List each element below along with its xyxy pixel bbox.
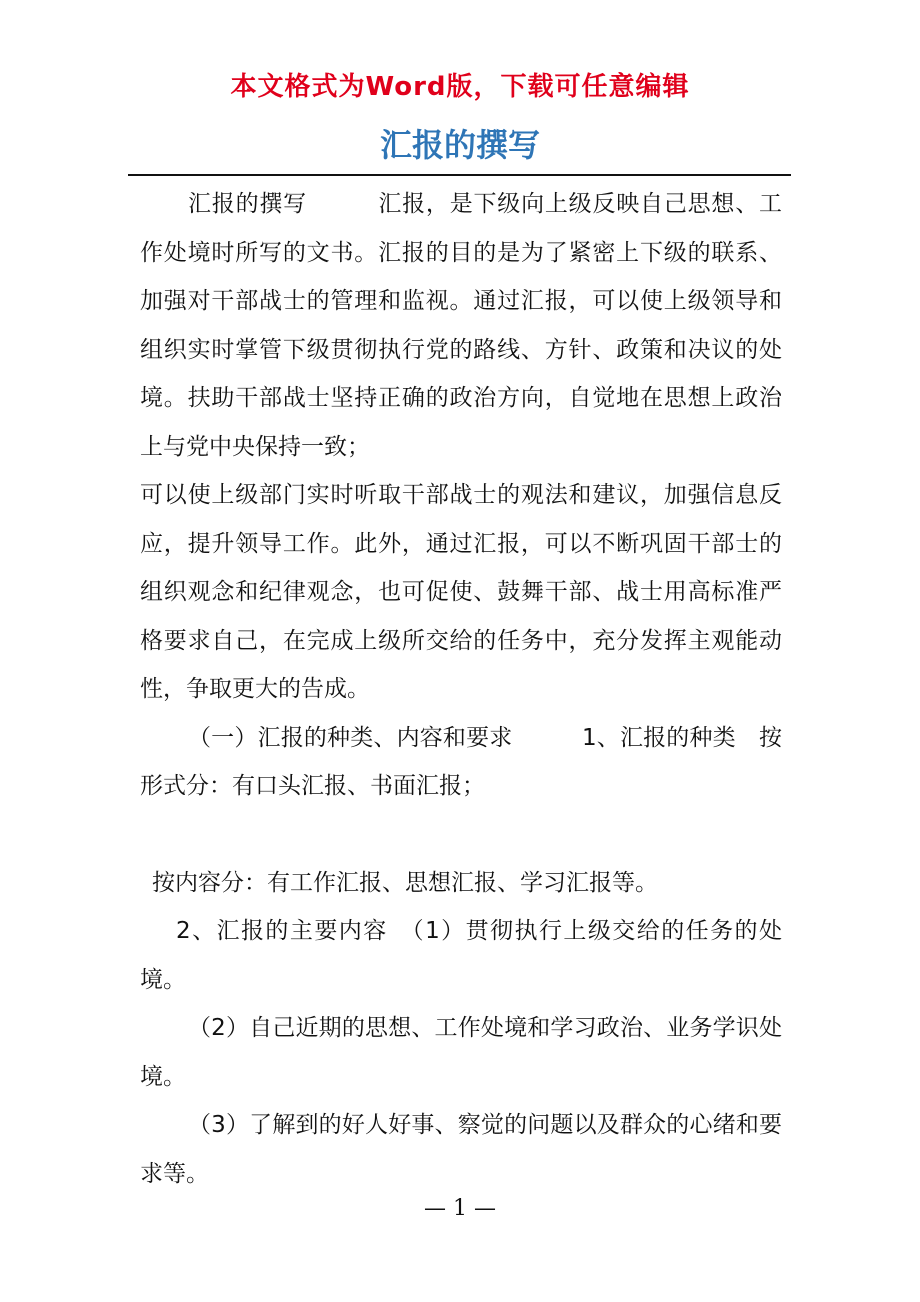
title-underline [128,174,791,176]
page-number: — 1 — [424,1196,496,1221]
blank-line [140,811,782,859]
paragraph-item-2: （2）自己近期的思想、工作处境和学习政治、业务学识处境。 [140,1015,782,1090]
download-banner: 本文格式为Word版，下载可任意编辑 [230,72,690,102]
paragraph-content-types: 按内容分：有工作汇报、思想汇报、学习汇报等。 [152,869,658,896]
document-body [140,180,782,1198]
paragraph-intro: 汇报的撰写 汇报，是下级向上级反映自己思想、工作处境时所写的文书。汇报的目的是为了紧密上下级的联系、加强对干部战士的管理和监视。通过汇报，可以使上级领导和组织实时掌管下级贯彻执行党的路线、方针、政策和决议的处境。扶助干部战士坚持正确的政治方向，自觉地在思想上政治上与党中央保持一致； [140,191,782,460]
paragraph-benefits: 可以使上级部门实时听取干部战士的观法和建议，加强信息反应，提升领导工作。此外，通过汇报，可以不断巩固干部士的组织观念和纪律观念，也可促使、鼓舞干部、战士用高标准严格要求自己，在完成上级所交给的任务中，充分发挥主观能动性，争取更大的告成。 [140,482,782,702]
paragraph-item-3: （3）了解到的好人好事、察觉的问题以及群众的心绪和要求等。 [140,1112,782,1187]
document-title: 汇报的撰写 [379,126,540,164]
paragraph-main-content: 2、汇报的主要内容 （1）贯彻执行上级交给的任务的处境。 [140,918,782,993]
paragraph-types: （一）汇报的种类、内容和要求 1、汇报的种类 按形式分：有口头汇报、书面汇报； [140,724,782,799]
